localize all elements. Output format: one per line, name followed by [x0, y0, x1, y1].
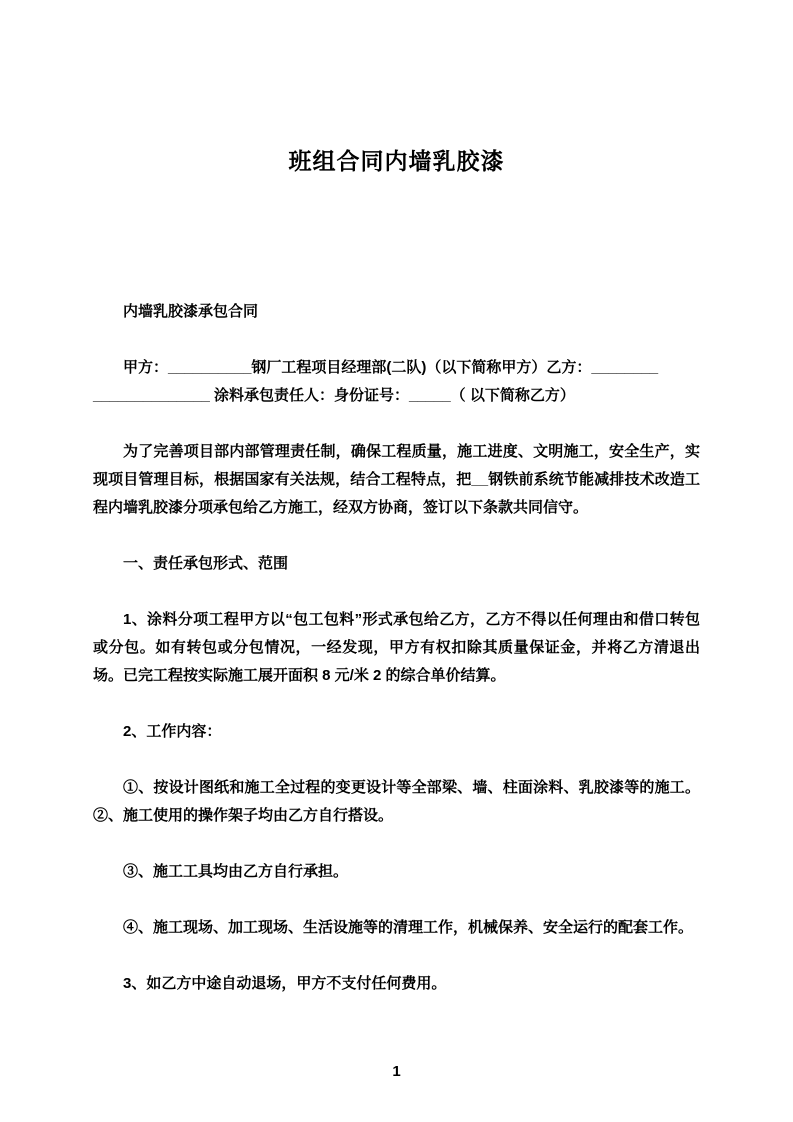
document-title: 班组合同内墙乳胶漆 [288, 148, 505, 174]
paragraph-clause-2: 2、工作内容： [123, 723, 222, 740]
paragraph-contract-subtitle: 内墙乳胶漆承包合同 [123, 303, 259, 320]
heading-section-1: 一、责任承包形式、范围 [123, 555, 289, 572]
paragraph-clause-2-item-1: ①、按设计图纸和施工全过程的变更设计等全部梁、墙、柱面涂料、乳胶漆等的施工。②、施工使用的操作架子均由乙方自行搭设。 [93, 779, 700, 824]
paragraph-clause-2-item-4: ④、施工现场、加工现场、生活设施等的清理工作，机械保养、安全运行的配套工作。 [123, 919, 694, 936]
paragraph-clause-3: 3、如乙方中途自动退场，甲方不支付任何费用。 [123, 975, 447, 992]
paragraph-parties-line1: 甲方：__________钢厂工程项目经理部(二队)（以下简称甲方）乙方：________ [123, 359, 659, 376]
paragraph-clause-2-item-3: ③、施工工具均由乙方自行承担。 [123, 863, 349, 880]
page-number: 1 [392, 1063, 401, 1080]
paragraph-parties-line2: ______________ 涂料承包责任人：身份证号：_____（ 以下简称乙方） [93, 387, 575, 404]
paragraph-clause-1: 1、涂料分项工程甲方以“包工包料”形式承包给乙方，乙方不得以任何理由和借口转包或分包。如有转包或分包情况，一经发现，甲方有权扣除其质量保证金，并将乙方清退出场。已完工程按实际施工展开面积 8 元/米 2 的综合单价结算。 [93, 611, 700, 684]
paragraph-preamble: 为了完善项目部内部管理责任制，确保工程质量，施工进度、文明施工，安全生产，实现项目管理目标，根据国家有关法规，结合工程特点，把__钢铁前系统节能减排技术改造工程内墙乳胶漆分项承包给乙方施工，经双方协商，签订以下条款共同信守。 [93, 443, 700, 516]
